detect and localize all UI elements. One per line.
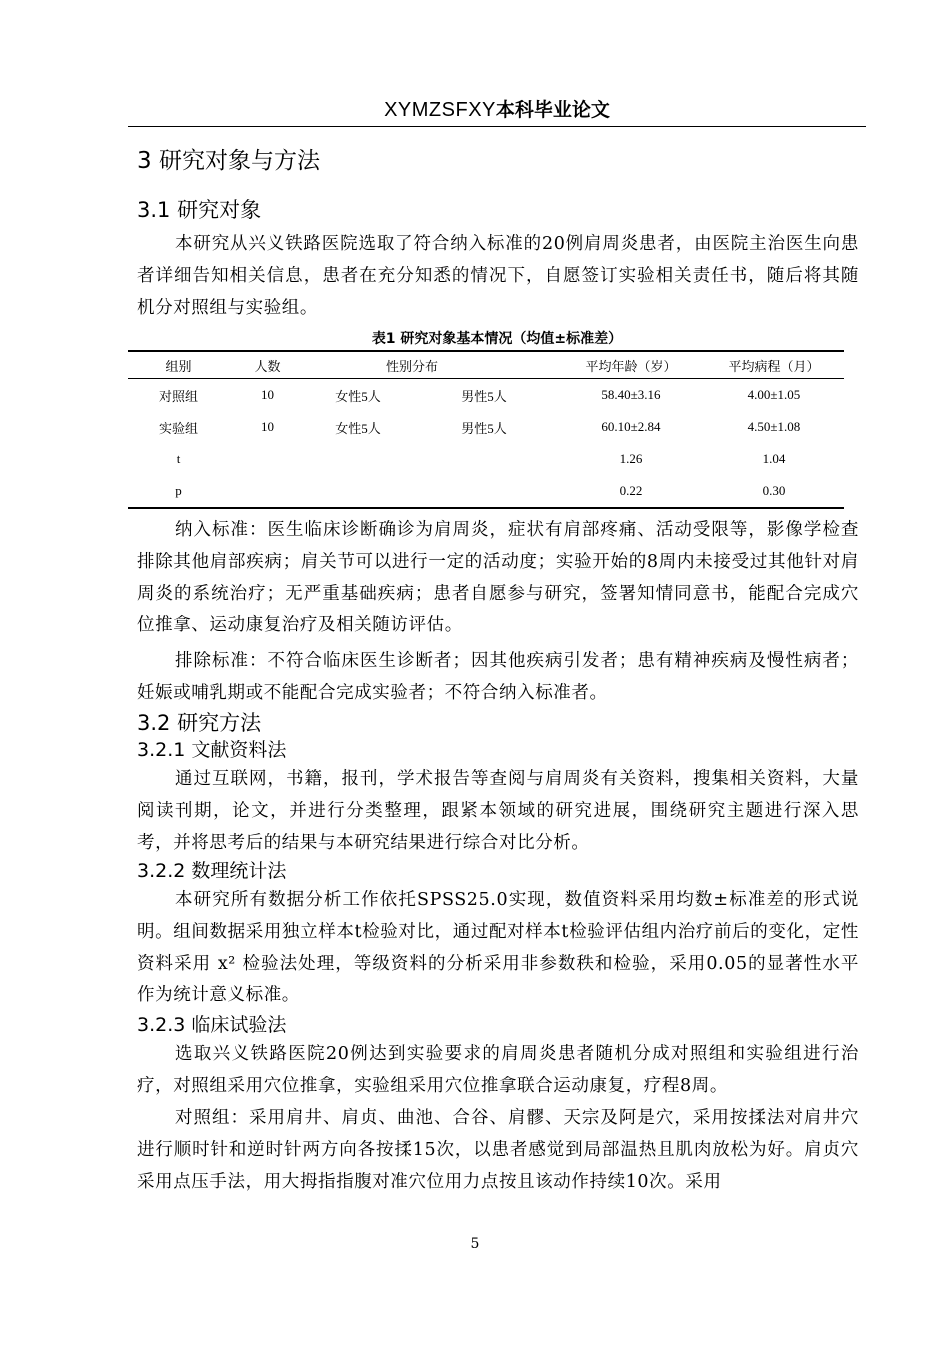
cell: 60.10±2.84 xyxy=(601,419,661,434)
cell: 10 xyxy=(261,419,274,434)
cell: 0.30 xyxy=(704,475,844,508)
cell: 实验组 xyxy=(158,420,198,436)
page-number: 5 xyxy=(470,1236,480,1252)
cell: 4.00±1.05 xyxy=(747,387,801,402)
cell: 1.04 xyxy=(762,451,786,466)
paragraph-exclusion-criteria: 排除标准：不符合临床医生诊断者；因其他疾病引发者；患有精神疾病及慢性病者；妊娠或哺乳期或不能配合完成实验者；不符合纳入标准者。 xyxy=(137,651,859,703)
paragraph-literature-method: 通过互联网，书籍，报刊，学术报告等查阅与肩周炎有关资料，搜集相关资料，大量阅读刊期，论文，并进行分类整理，跟紧本领域的研究进展，围绕研究主题进行深入思考，并将思考后的结果与本研究结果进行综合对比分析。 xyxy=(137,769,859,853)
table-row xyxy=(128,379,844,412)
cell xyxy=(229,475,306,508)
paragraph-research-subjects: 本研究从兴义铁路医院选取了符合纳入标准的20例肩周炎患者，由医院主治医生向患者详细告知相关信息，患者在充分知悉的情况下，自愿签订实验相关责任书，随后将其随机分对照组与实验组。 xyxy=(137,234,859,318)
cell: 1.26 xyxy=(619,451,643,466)
cell xyxy=(306,443,410,475)
subjects-table xyxy=(128,350,844,509)
paragraph-inclusion-criteria: 纳入标准：医生临床诊断确诊为肩周炎，症状有肩部疼痛、活动受限等，影像学检查排除其他肩部疾病；肩关节可以进行一定的活动度；实验开始的8周内未接受过其他针对肩周炎的系统治疗；无严重基础疾病；患者自愿参与研究，签署知情同意书，能配合完成穴位推拿、运动康复治疗及相关随访评估。 xyxy=(137,520,859,636)
cell: 女性5人 xyxy=(335,388,381,404)
cell: p xyxy=(128,475,229,508)
cell: 4.50±1.08 xyxy=(747,419,801,434)
table-row xyxy=(128,475,844,508)
header-title: 本科毕业论文 xyxy=(495,99,610,121)
subsection-heading-3-1: 3.1 研究对象 xyxy=(137,198,262,222)
cell: 10 xyxy=(261,387,274,402)
th-group: 组别 xyxy=(128,351,229,379)
paragraph-statistics-method: 本研究所有数据分析工作依托SPSS25.0实现，数值资料采用均数±标准差的形式说明。组间数据采用独立样本t检验对比，通过配对样本t检验评估组内治疗前后的变化，定性资料采用 x² 检验法处理，等级资料的分析采用非参数秩和检验，采用0.05的显著性水平作为统计意义标准。 xyxy=(137,890,859,1006)
header-code: XYMZSFXY xyxy=(384,99,496,121)
subsection-heading-3-2-2: 3.2.2 数理统计法 xyxy=(137,860,287,882)
cell xyxy=(410,475,558,508)
th-count: 人数 xyxy=(229,351,306,379)
cell: 对照组 xyxy=(158,388,198,404)
cell: 男性5人 xyxy=(461,388,507,404)
cell: 58.40±3.16 xyxy=(601,387,661,402)
table-row xyxy=(128,411,844,443)
cell xyxy=(229,443,306,475)
cell: 男性5人 xyxy=(461,420,507,436)
table-row xyxy=(128,443,844,475)
subsection-heading-3-2-1: 3.2.1 文献资料法 xyxy=(137,739,287,761)
cell xyxy=(410,443,558,475)
page-header xyxy=(128,96,866,127)
th-duration: 平均病程（月） xyxy=(704,351,844,379)
cell: t xyxy=(176,451,181,466)
paragraph-control-group: 对照组：采用肩井、肩贞、曲池、合谷、肩髎、天宗及阿是穴，采用按揉法对肩井穴进行顺时针和逆时针两方向各按揉15次，以患者感觉到局部温热且肌肉放松为好。肩贞穴采用点压手法，用大拇指指腹对准穴位用力点按且该动作持续10次。采用 xyxy=(137,1108,859,1192)
subsection-heading-3-2-3: 3.2.3 临床试验法 xyxy=(137,1014,287,1036)
paragraph-clinical-trial: 选取兴义铁路医院20例达到实验要求的肩周炎患者随机分成对照组和实验组进行治疗，对照组采用穴位推拿，实验组采用穴位推拿联合运动康复，疗程8周。 xyxy=(137,1044,859,1096)
cell: 0.22 xyxy=(558,475,704,508)
th-gender: 性别分布 xyxy=(306,351,558,379)
section-heading: 3 研究对象与方法 xyxy=(137,148,320,174)
cell: 女性5人 xyxy=(335,420,381,436)
cell xyxy=(306,475,410,508)
subsection-heading-3-2: 3.2 研究方法 xyxy=(137,711,262,735)
table-header-row xyxy=(128,351,844,379)
table-caption: 表1 研究对象基本情况（均值±标准差） xyxy=(371,331,623,347)
th-age: 平均年龄（岁） xyxy=(558,351,704,379)
